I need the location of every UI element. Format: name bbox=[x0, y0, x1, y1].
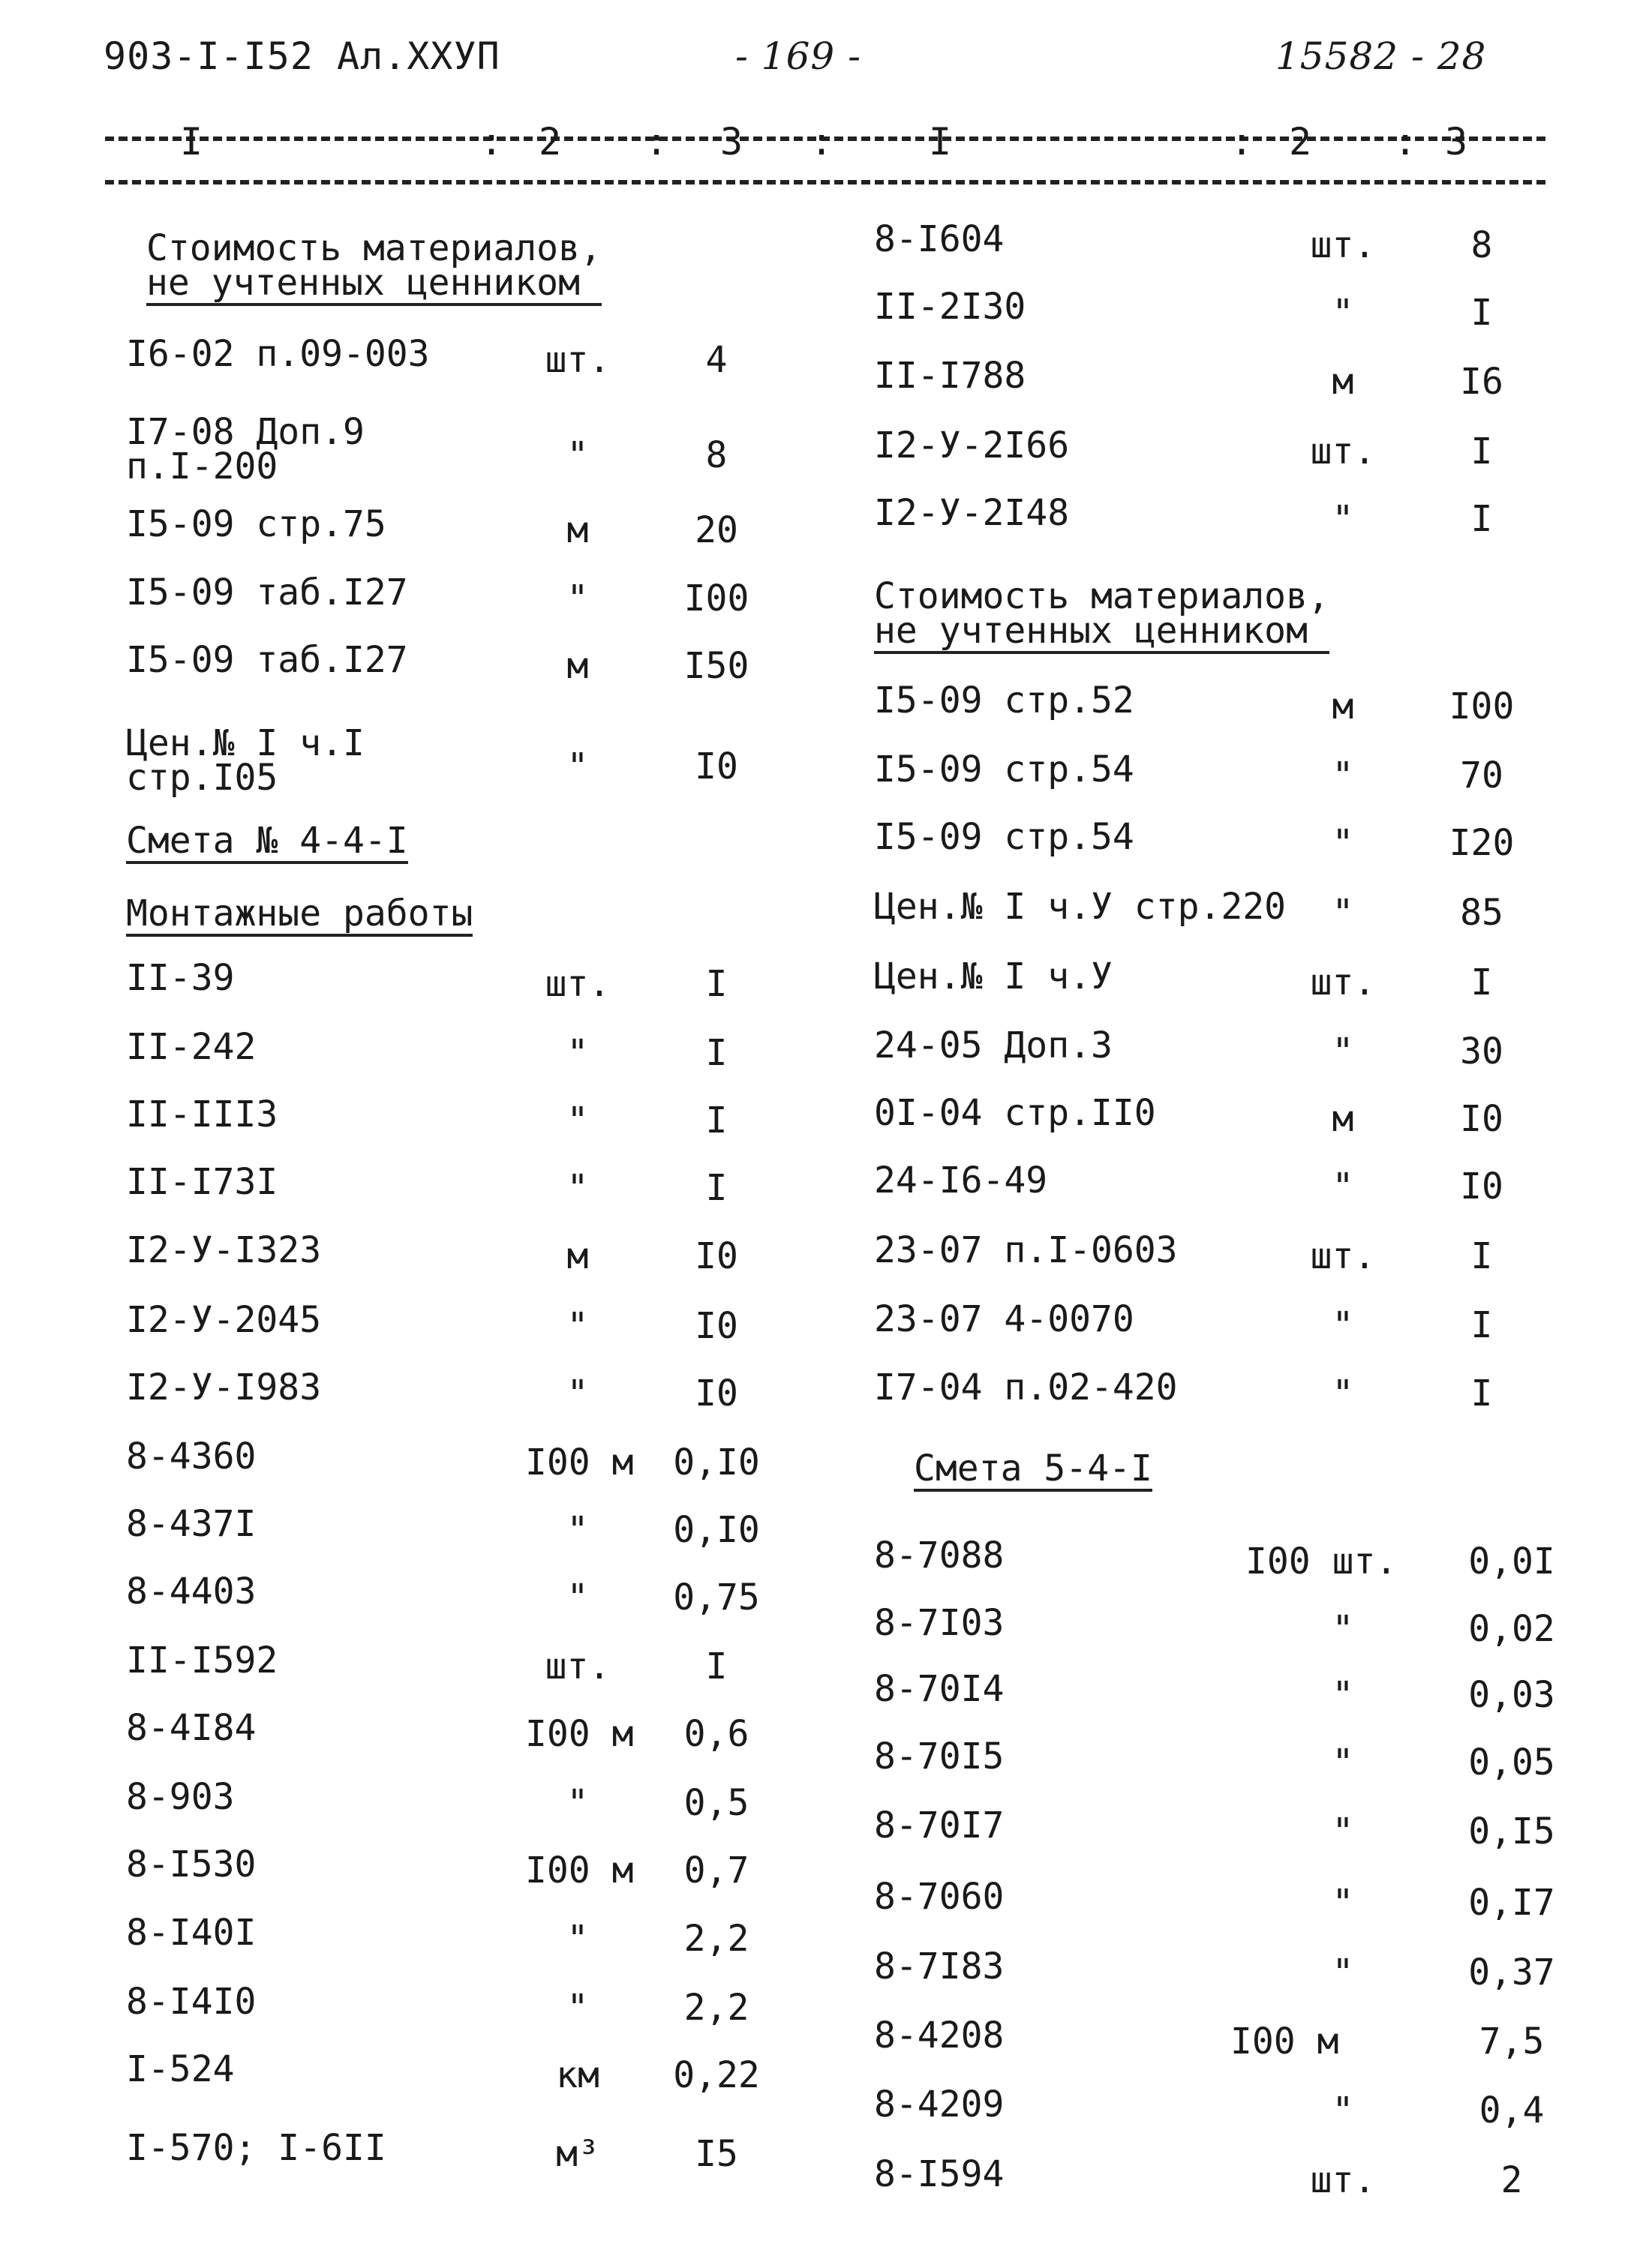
item-quantity: I bbox=[705, 1032, 728, 1074]
item-unit: " bbox=[1332, 498, 1354, 540]
item-code: II-I788 bbox=[874, 355, 1026, 397]
item-code: 23-07 п.I-0603 bbox=[874, 1229, 1178, 1271]
item-code: I5-09 стр.75 bbox=[126, 503, 386, 545]
item-code: I2-У-2I48 bbox=[874, 492, 1070, 534]
item-unit: шт. bbox=[1310, 2159, 1376, 2201]
item-unit: I00 м bbox=[525, 1850, 634, 1892]
item-quantity: 0,05 bbox=[1468, 1742, 1555, 1784]
item-quantity: 8 bbox=[705, 434, 728, 476]
item-code: 8-I594 bbox=[874, 2153, 1005, 2195]
item-quantity: I00 bbox=[683, 578, 749, 620]
item-quantity: I bbox=[1470, 1372, 1493, 1414]
table-row bbox=[874, 2086, 1624, 2146]
item-code: Цен.№ I ч.I стр.I05 bbox=[126, 722, 365, 799]
item-unit: км bbox=[556, 2054, 599, 2096]
item-unit: " bbox=[566, 434, 589, 476]
table-row bbox=[874, 1602, 1624, 1665]
item-code: I-524 bbox=[126, 2048, 235, 2090]
item-quantity: I0 bbox=[695, 1305, 738, 1347]
table-row bbox=[874, 2014, 1624, 2078]
works-heading bbox=[126, 892, 473, 937]
item-quantity: I bbox=[705, 1100, 728, 1142]
table-row bbox=[874, 1738, 1624, 1798]
item-unit: " bbox=[1332, 1372, 1354, 1414]
item-quantity: 0,6 bbox=[683, 1713, 749, 1755]
table-row bbox=[126, 722, 876, 802]
table-row bbox=[126, 503, 876, 566]
table-row bbox=[126, 957, 876, 1020]
item-quantity: 0,75 bbox=[673, 1576, 760, 1618]
table-row bbox=[126, 1366, 876, 1430]
item-quantity: I bbox=[1470, 430, 1493, 472]
item-code: 8-I40I bbox=[126, 1912, 257, 1954]
table-row bbox=[126, 1912, 876, 1975]
item-unit: шт. bbox=[545, 1646, 611, 1688]
item-quantity: 0,I0 bbox=[673, 1442, 760, 1484]
item-code: I-570; I-6II bbox=[126, 2127, 386, 2169]
item-unit: " bbox=[1332, 892, 1354, 934]
item-quantity: 0,7 bbox=[683, 1850, 749, 1892]
estimate-heading-right bbox=[914, 1448, 1152, 1492]
item-unit: м bbox=[1332, 361, 1354, 403]
table-row bbox=[126, 1299, 876, 1362]
item-unit: шт. bbox=[1310, 1235, 1376, 1277]
table-row bbox=[126, 1570, 876, 1634]
item-quantity: I20 bbox=[1449, 822, 1515, 864]
item-unit: I00 м bbox=[525, 1442, 634, 1484]
table-row bbox=[874, 1366, 1624, 1430]
item-unit: шт. bbox=[1310, 962, 1376, 1004]
item-code: 8-70I7 bbox=[874, 1804, 1005, 1846]
item-quantity: I bbox=[1470, 1304, 1493, 1346]
table-row bbox=[874, 1092, 1624, 1155]
estimate-heading bbox=[126, 820, 408, 864]
table-row bbox=[126, 1161, 876, 1224]
table-row bbox=[126, 639, 876, 702]
item-quantity: I5 bbox=[695, 2133, 738, 2175]
table-row bbox=[126, 1846, 876, 1906]
item-unit: " bbox=[1332, 1952, 1354, 1994]
item-unit: " bbox=[566, 1987, 589, 2029]
item-code: 23-07 4-0070 bbox=[874, 1298, 1134, 1340]
item-quantity: 2,2 bbox=[683, 1918, 749, 1960]
item-code: 8-4403 bbox=[126, 1570, 257, 1612]
item-unit: " bbox=[1332, 754, 1354, 796]
table-row bbox=[874, 1948, 1624, 2008]
section-heading-right bbox=[874, 575, 1329, 654]
item-code: 8-I604 bbox=[874, 218, 1005, 260]
item-quantity: 4 bbox=[705, 339, 728, 381]
item-code: 8-I530 bbox=[126, 1844, 257, 1886]
item-unit: " bbox=[1332, 1810, 1354, 1852]
item-unit: " bbox=[566, 1782, 589, 1824]
item-unit: " bbox=[566, 1372, 589, 1414]
item-quantity: I0 bbox=[695, 1235, 738, 1277]
item-unit: м bbox=[1332, 686, 1354, 728]
item-quantity: I bbox=[705, 963, 728, 1005]
item-quantity: 2 bbox=[1500, 2159, 1523, 2201]
item-quantity: 85 bbox=[1460, 892, 1503, 934]
item-code: 0I-04 стр.II0 bbox=[874, 1092, 1156, 1134]
item-quantity: 7,5 bbox=[1479, 2020, 1545, 2062]
item-quantity: I bbox=[705, 1646, 728, 1688]
item-code: 8-7I03 bbox=[874, 1602, 1005, 1644]
sheet-number: 15582 - 28 bbox=[1275, 34, 1487, 78]
item-code: I5-09 стр.54 bbox=[874, 748, 1134, 790]
item-unit: м³ bbox=[556, 2133, 599, 2175]
item-code: 8-437I bbox=[126, 1503, 257, 1545]
item-quantity: 70 bbox=[1460, 754, 1503, 796]
table-row bbox=[874, 492, 1624, 555]
estimate-heading-right-line: Смета 5-4-I bbox=[914, 1451, 1152, 1492]
item-code: 8-7060 bbox=[874, 1876, 1005, 1918]
item-unit: м bbox=[566, 645, 589, 687]
item-quantity: I50 bbox=[683, 645, 749, 687]
item-quantity: I0 bbox=[1460, 1098, 1503, 1140]
item-code: Цен.№ I ч.У стр.220 bbox=[874, 886, 1287, 928]
item-unit: шт. bbox=[1310, 224, 1376, 266]
table-row bbox=[874, 1298, 1624, 1361]
item-code: I5-09 таб.I27 bbox=[126, 572, 408, 614]
col-head-right-1: I bbox=[929, 120, 952, 164]
item-code: 8-4209 bbox=[874, 2084, 1005, 2126]
section-heading-right-line: не учтенных ценником bbox=[874, 614, 1329, 654]
table-row bbox=[874, 1876, 1624, 1939]
item-quantity: 0,02 bbox=[1468, 1608, 1555, 1650]
item-quantity: 0,0I bbox=[1468, 1540, 1555, 1582]
item-unit: шт. bbox=[545, 963, 611, 1005]
table-row bbox=[126, 1096, 876, 1156]
col-head-left-3: 3 bbox=[720, 120, 743, 164]
table-row bbox=[126, 1229, 876, 1292]
item-code: 8-903 bbox=[126, 1776, 235, 1818]
item-unit: " bbox=[1332, 2090, 1354, 2132]
table-row bbox=[126, 411, 876, 491]
item-code: II-III3 bbox=[126, 1094, 278, 1136]
item-code: I5-09 стр.54 bbox=[874, 816, 1134, 858]
item-unit: " bbox=[1332, 1882, 1354, 1924]
item-code: II-39 bbox=[126, 957, 235, 999]
table-row bbox=[874, 748, 1624, 812]
col-head-left-1: I bbox=[180, 120, 203, 164]
item-quantity: I bbox=[1470, 292, 1493, 334]
item-quantity: 0,37 bbox=[1468, 1952, 1555, 1994]
item-unit: м bbox=[1332, 1098, 1354, 1140]
item-quantity: I6 bbox=[1460, 361, 1503, 403]
table-row bbox=[126, 1438, 876, 1498]
item-unit: " bbox=[566, 1032, 589, 1074]
item-unit: м bbox=[566, 1235, 589, 1277]
item-unit: " bbox=[1332, 822, 1354, 864]
estimate-heading-line: Смета № 4-4-I bbox=[126, 824, 408, 864]
item-code: 8-4I84 bbox=[126, 1707, 257, 1749]
page-number: - 169 - bbox=[735, 34, 862, 78]
item-code: I2-У-2I66 bbox=[874, 424, 1070, 466]
item-unit: м bbox=[566, 509, 589, 551]
item-code: 8-70I5 bbox=[874, 1736, 1005, 1778]
item-unit: " bbox=[1332, 1304, 1354, 1346]
item-quantity: I bbox=[705, 1167, 728, 1209]
item-unit: шт. bbox=[545, 339, 611, 381]
item-unit: I00 м bbox=[525, 1713, 634, 1755]
item-quantity: 2,2 bbox=[683, 1987, 749, 2029]
table-row bbox=[126, 1981, 876, 2044]
col-head-left-2: 2 bbox=[539, 120, 562, 164]
table-row bbox=[874, 218, 1624, 281]
table-row bbox=[874, 1024, 1624, 1088]
item-quantity: I0 bbox=[695, 746, 738, 788]
item-unit: " bbox=[566, 1167, 589, 1209]
table-row bbox=[874, 816, 1624, 879]
table-row bbox=[874, 286, 1624, 349]
item-unit: I00 шт. bbox=[1245, 1540, 1398, 1582]
item-unit: " bbox=[1332, 292, 1354, 334]
item-quantity: I0 bbox=[1460, 1166, 1503, 1208]
item-code: 8-I4I0 bbox=[126, 1981, 257, 2023]
item-unit: " bbox=[566, 1100, 589, 1142]
item-code: II-I73I bbox=[126, 1161, 278, 1203]
item-quantity: 20 bbox=[695, 509, 738, 551]
col-head-right-2: 2 bbox=[1289, 120, 1312, 164]
item-unit: I00 м bbox=[1230, 2020, 1339, 2062]
item-code: 24-I6-49 bbox=[874, 1160, 1048, 1202]
item-unit: " bbox=[1332, 1742, 1354, 1784]
item-code: 8-7I83 bbox=[874, 1946, 1005, 1988]
section-heading-line: не учтенных ценником bbox=[146, 266, 602, 306]
section-heading bbox=[146, 227, 602, 306]
item-code: II-242 bbox=[126, 1026, 257, 1068]
item-code: I2-У-2045 bbox=[126, 1299, 322, 1341]
item-code: I2-У-I983 bbox=[126, 1366, 322, 1408]
item-code: I7-08 Доп.9 п.I-200 bbox=[126, 411, 365, 488]
table-row bbox=[126, 1642, 876, 1702]
table-row bbox=[126, 2048, 876, 2111]
table-row bbox=[126, 1026, 876, 1089]
table-row bbox=[126, 1776, 876, 1839]
table-row bbox=[126, 333, 876, 396]
item-unit: " bbox=[566, 746, 589, 788]
item-quantity: 0,I0 bbox=[673, 1509, 760, 1551]
item-quantity: I bbox=[1470, 962, 1493, 1004]
item-quantity: 0,I5 bbox=[1468, 1810, 1555, 1852]
table-row bbox=[874, 1534, 1624, 1598]
item-code: II-I592 bbox=[126, 1640, 278, 1682]
item-code: I5-09 стр.52 bbox=[874, 680, 1134, 722]
item-quantity: 0,22 bbox=[673, 2054, 760, 2096]
table-row bbox=[874, 682, 1624, 742]
item-quantity: I bbox=[1470, 1235, 1493, 1277]
table-row bbox=[126, 1707, 876, 1770]
item-quantity: 0,5 bbox=[683, 1782, 749, 1824]
item-unit: " bbox=[1332, 1166, 1354, 1208]
table-row bbox=[874, 1229, 1624, 1292]
table-row bbox=[874, 2153, 1624, 2216]
item-unit: " bbox=[1332, 1608, 1354, 1650]
item-unit: " bbox=[1332, 1030, 1354, 1072]
table-row bbox=[126, 574, 876, 634]
item-unit: " bbox=[566, 1918, 589, 1960]
item-quantity: 8 bbox=[1470, 224, 1493, 266]
table-row bbox=[874, 958, 1624, 1018]
item-quantity: I0 bbox=[695, 1372, 738, 1414]
item-code: I7-04 п.02-420 bbox=[874, 1366, 1178, 1408]
item-quantity: I bbox=[1470, 498, 1493, 540]
table-row bbox=[874, 424, 1624, 488]
section-heading-line: Стоимость материалов, bbox=[146, 227, 602, 269]
item-unit: " bbox=[566, 1305, 589, 1347]
item-unit: " bbox=[566, 578, 589, 620]
item-code: 24-05 Доп.3 bbox=[874, 1024, 1113, 1066]
item-quantity: 0,03 bbox=[1468, 1674, 1555, 1716]
item-code: 8-70I4 bbox=[874, 1668, 1005, 1710]
item-code: II-2I30 bbox=[874, 286, 1026, 328]
table-row bbox=[874, 355, 1624, 418]
item-quantity: 30 bbox=[1460, 1030, 1503, 1072]
works-heading-line: Монтажные работы bbox=[126, 896, 473, 937]
header-bottom-rule bbox=[105, 180, 1545, 184]
item-code: Цен.№ I ч.У bbox=[874, 956, 1113, 998]
table-row bbox=[126, 2127, 876, 2190]
item-quantity: I00 bbox=[1449, 686, 1515, 728]
item-unit: шт. bbox=[1310, 430, 1376, 472]
item-code: 8-4360 bbox=[126, 1436, 257, 1478]
col-head-right-3: 3 bbox=[1445, 120, 1468, 164]
item-code: 8-4208 bbox=[874, 2014, 1005, 2056]
table-row bbox=[874, 886, 1624, 949]
item-quantity: 0,4 bbox=[1479, 2090, 1545, 2132]
section-heading-right-line: Стоимость материалов, bbox=[874, 575, 1329, 617]
table-row bbox=[126, 1503, 876, 1566]
item-quantity: 0,I7 bbox=[1468, 1882, 1555, 1924]
table-row bbox=[874, 1162, 1624, 1222]
table-row bbox=[874, 1804, 1624, 1868]
item-unit: " bbox=[566, 1509, 589, 1551]
item-code: 8-7088 bbox=[874, 1534, 1005, 1576]
item-unit: " bbox=[1332, 1674, 1354, 1716]
item-code: I5-09 таб.I27 bbox=[126, 639, 408, 681]
item-code: I6-02 п.09-003 bbox=[126, 333, 430, 375]
document-code: 903-I-I52 Ал.XXУП bbox=[104, 34, 500, 78]
item-code: I2-У-I323 bbox=[126, 1229, 322, 1271]
table-row bbox=[874, 1668, 1624, 1731]
item-unit: " bbox=[566, 1576, 589, 1618]
